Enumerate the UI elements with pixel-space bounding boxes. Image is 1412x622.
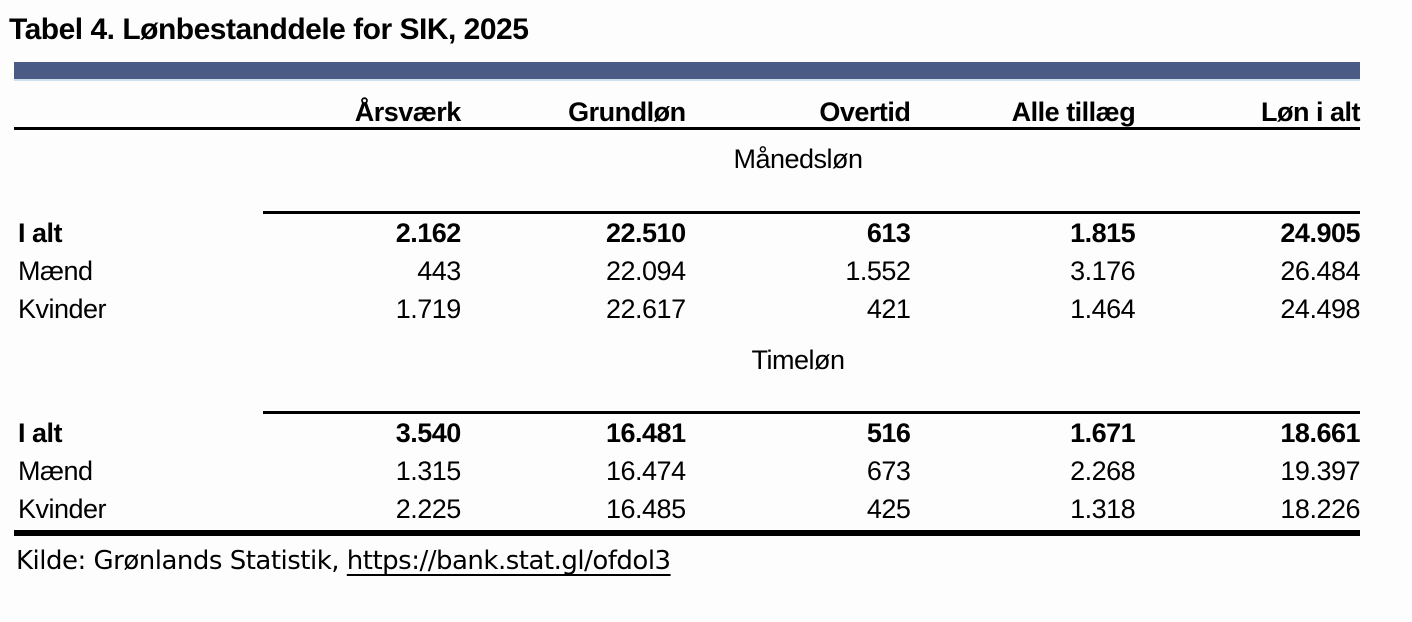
value-cell: 2.268 [1070,456,1136,486]
value-cell: 16.481 [606,418,686,448]
section-row-timelon [14,342,1360,378]
column-header-alle-tillaeg: Alle tillæg [1011,97,1136,127]
row-label: Mænd [18,456,93,486]
section-spacer [14,342,236,378]
value-cell: 2.225 [395,494,461,524]
value-cell: 22.094 [606,256,686,286]
column-header-lon-i-alt: Løn i alt [1261,97,1360,127]
value-cell: 3.176 [1070,256,1136,286]
value-cell: 1.815 [1070,218,1136,248]
table-content [14,62,1360,536]
value-cell: 18.661 [1280,418,1360,448]
value-cell: 1.315 [395,456,461,486]
row-label: Kvinder [18,294,107,324]
value-cell: 26.484 [1280,256,1360,286]
value-cell: 516 [866,418,911,448]
accent-bar [14,62,1360,81]
table-row-manedslon-ialt [14,214,1360,252]
value-cell: 3.540 [395,418,461,448]
value-cell: 1.552 [845,256,911,286]
value-cell: 24.905 [1280,218,1360,248]
row-label: I alt [18,218,63,248]
value-cell: 18.226 [1280,494,1360,524]
row-label: Kvinder [18,494,107,524]
row-label: Mænd [18,256,93,286]
table-row-manedslon-maend [14,252,1360,290]
table-row-timelon-kvinder [14,490,1360,528]
value-cell: 16.474 [606,456,686,486]
value-cell: 1.318 [1070,494,1136,524]
value-cell: 22.510 [606,218,686,248]
value-cell: 24.498 [1280,294,1360,324]
value-cell: 16.485 [606,494,686,524]
source-link[interactable]: https://bank.stat.gl/ofdol3 [346,546,671,576]
value-cell: 425 [866,494,911,524]
value-cell: 19.397 [1280,456,1360,486]
table-bottom-rule [14,530,1360,536]
column-header-arsvaerk: Årsværk [354,97,461,127]
section-title-timelon: Timeløn [751,345,845,375]
column-header-overtid: Overtid [819,97,911,127]
value-cell: 673 [866,456,911,486]
table-row-timelon-ialt [14,414,1360,452]
table-row-manedslon-kvinder [14,290,1360,328]
value-cell: 1.671 [1070,418,1136,448]
value-cell: 1.464 [1070,294,1136,324]
value-cell: 613 [866,218,911,248]
section-spacer [14,141,236,177]
table-title: Tabel 4. Lønbestanddele for SIK, 2025 [9,13,529,46]
row-label: I alt [18,418,63,448]
table-row-timelon-maend [14,452,1360,490]
value-cell: 22.617 [606,294,686,324]
source-line [16,546,1412,576]
column-header-grundlon: Grundløn [568,97,686,127]
value-cell: 1.719 [395,294,461,324]
value-cell: 443 [417,256,461,286]
header-row [14,94,1360,130]
source-prefix: Kilde: Grønlands Statistik, [16,546,347,576]
value-cell: 2.162 [395,218,461,248]
section-row-manedslon [14,141,1360,177]
section-title-manedslon: Månedsløn [733,144,863,174]
value-cell: 421 [866,294,911,324]
